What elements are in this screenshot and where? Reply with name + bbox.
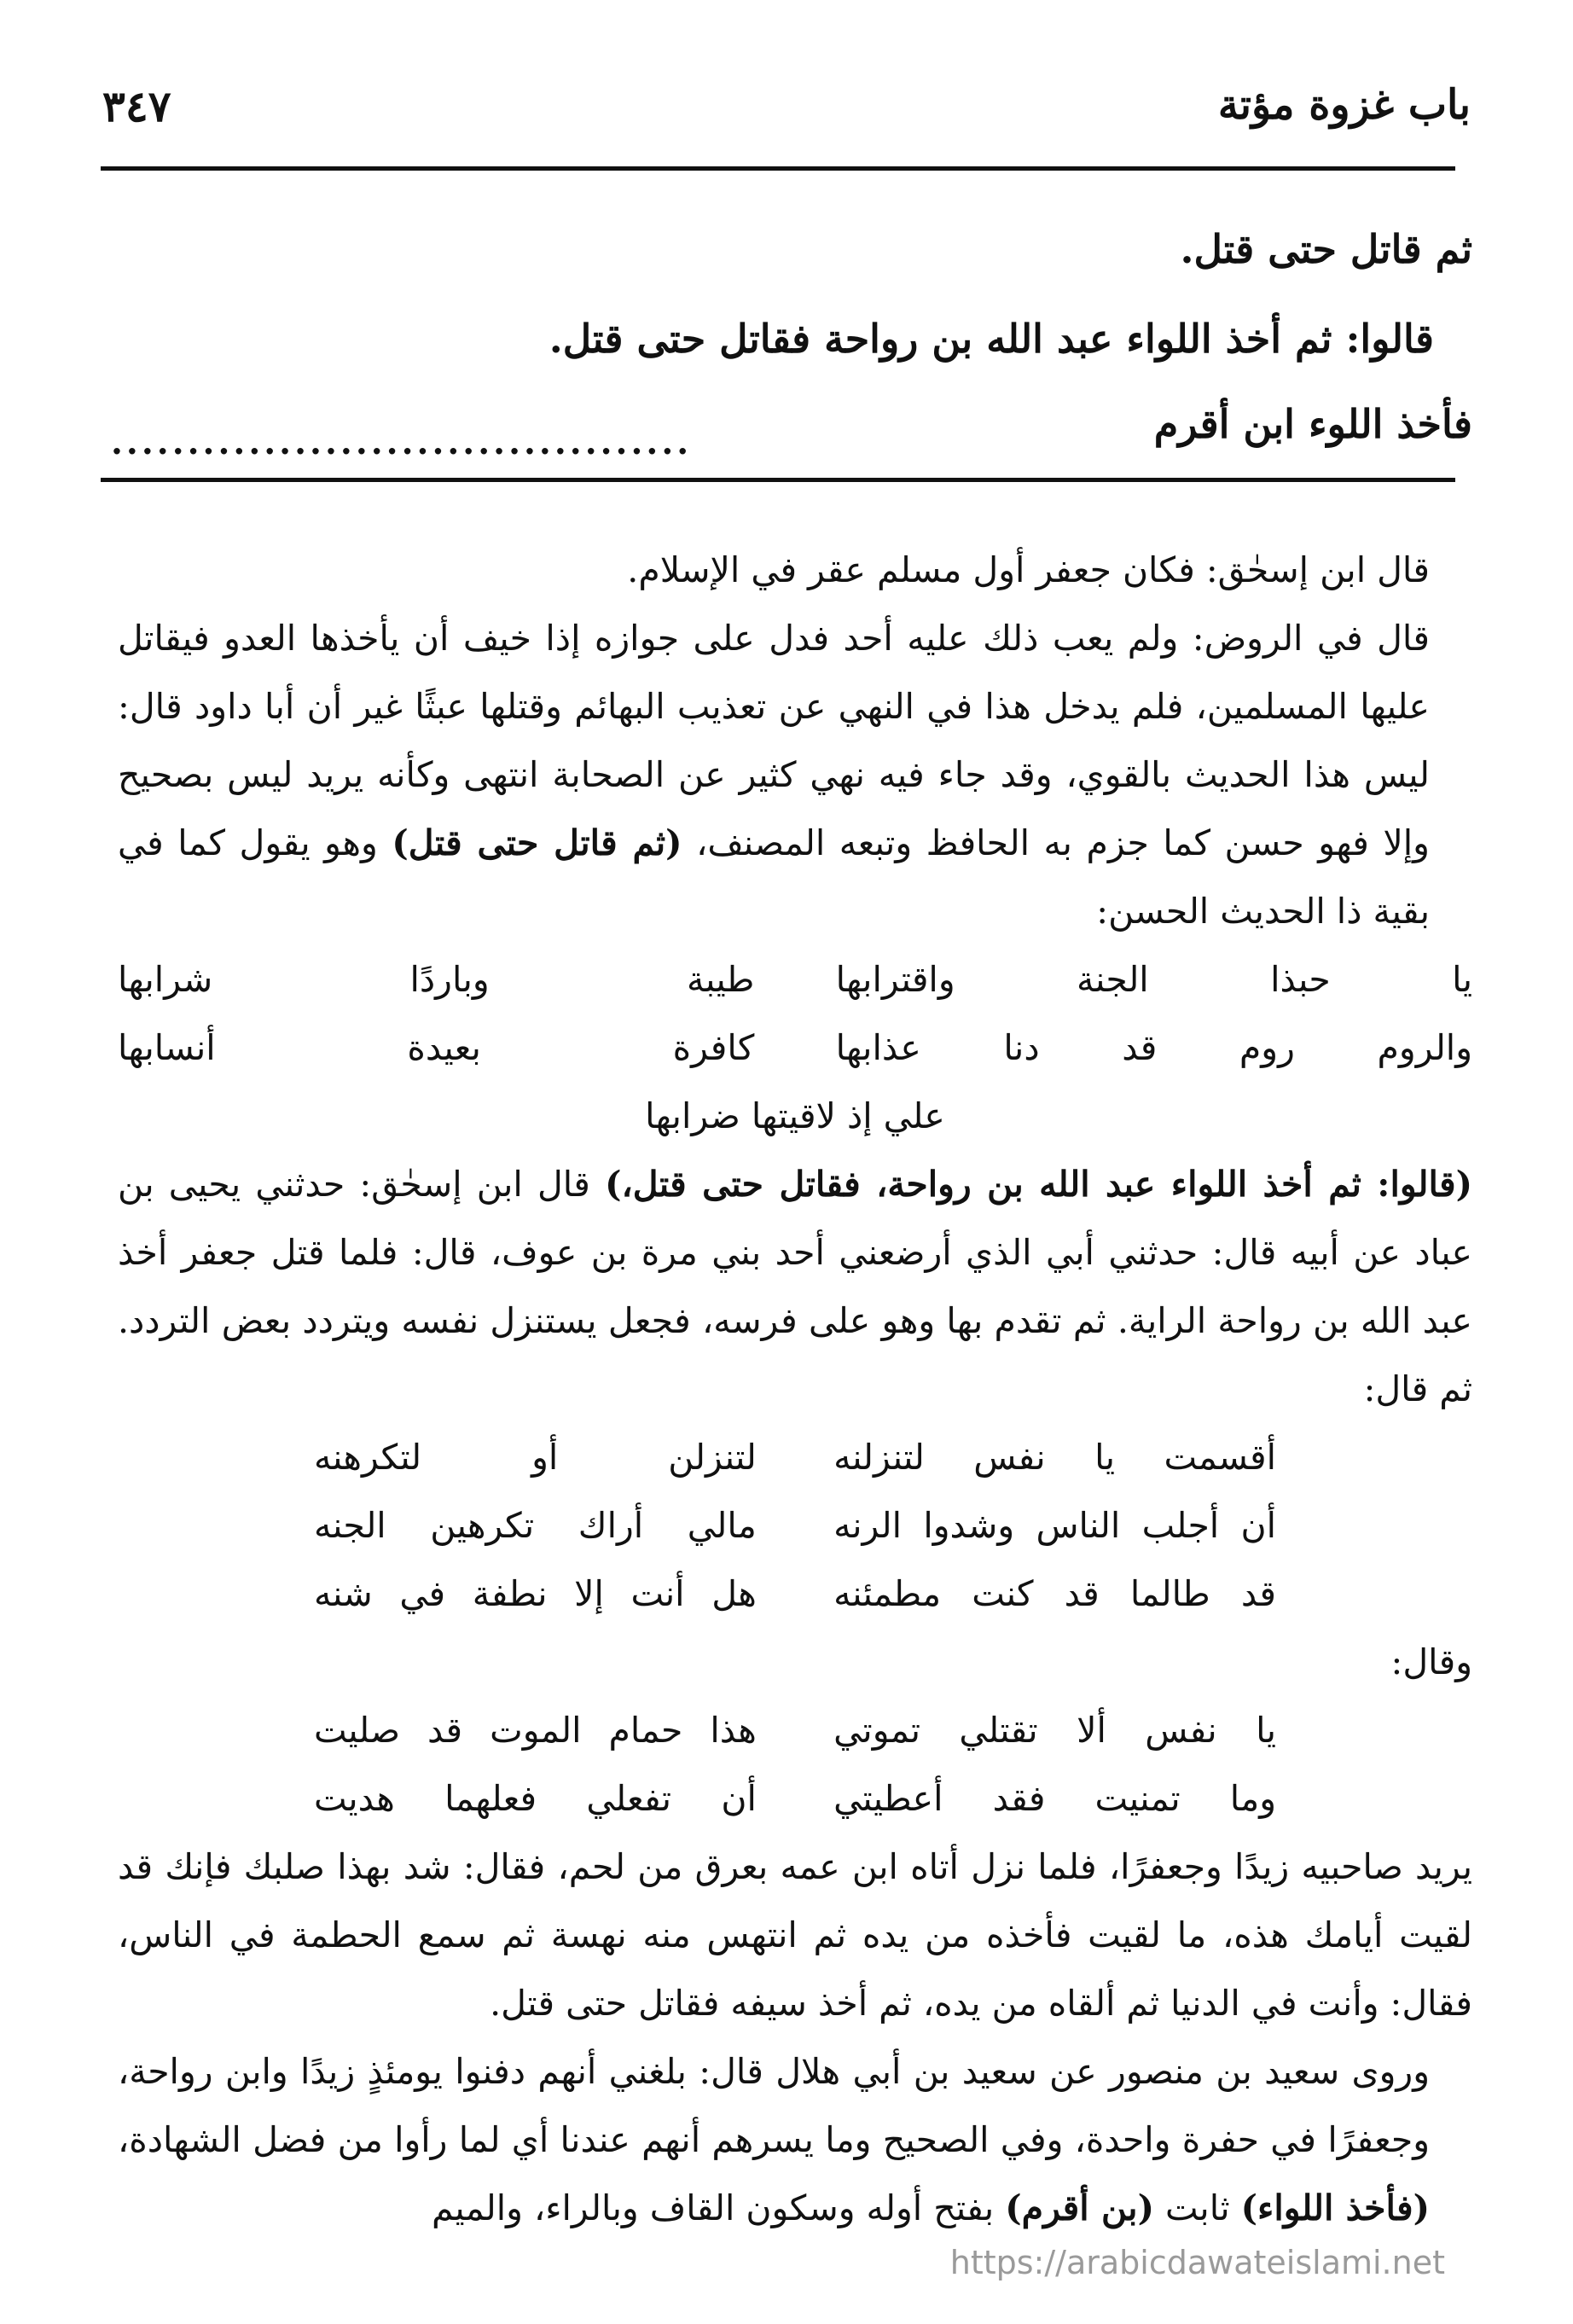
matn-line-2: قالوا: ثم أخذ اللواء عبد الله بن رواحة فقاتل حتى قتل. (549, 316, 1434, 362)
matn-line-3: فأخذ اللوء ابن أقرم (1153, 401, 1472, 447)
verse-first-hemistich: يا نفس ألا تقتلي تموتي (833, 1710, 1276, 1751)
paragraph-1: قال ابن إسحٰق: فكان جعفر أول مسلم عقر في الإسلام. (627, 549, 1430, 590)
verse-second-hemistich: طيبة وباردًا شرابها (118, 959, 755, 1000)
verse-second-hemistich: هذا حمام الموت قد صليت (314, 1710, 757, 1751)
matn-line-1: ثم قاتل حتى قتل. (1180, 226, 1472, 272)
paragraph-5-end: بفتح أوله وسكون القاف وبالراء، والميم (431, 2187, 995, 2228)
header-rule (101, 166, 1455, 171)
verse-second-hemistich: هل أنت إلا نطفة في شنه (314, 1573, 757, 1614)
paragraph-4: يريد صاحبيه زيدًا وجعفرًا، فلما نزل أتاه ابن عمه بعرق من لحم، فقال: شد بهذا صلبك فإنك قد لقيت أيامك هذه، ما لقيت فأخذه من يده ثم انتهس منه نهسة ثم سمع الحطمة في الناس، فقال: وأنت في الدنيا ثم ألقاه من يده، ثم أخذ سيفه فقاتل حتى قتل. (118, 1846, 1472, 2024)
verse-first-hemistich: أن أجلب الناس وشدوا الرنه (833, 1505, 1276, 1546)
poem-2-verse (118, 1423, 1472, 1491)
poem-3-intro: وقال: (1390, 1641, 1472, 1682)
matn-ellipsis: ...................................... (111, 422, 693, 462)
verse-second-hemistich: لتنزلن أو لتكرهنه (314, 1437, 757, 1478)
commentary (118, 536, 1472, 2242)
paragraph-5-text: وروى سعيد بن منصور عن سعيد بن أبي هلال قال: بلغني أنهم دفنوا يومئذٍ زيدًا وابن رواحة، وجعفرًا في حفرة واحدة، وفي الصحيح وما يسرهم أنهم عندنا أي لما رأوا من فضل الشهادة، (118, 2051, 1430, 2160)
poem-1-verse (118, 945, 1472, 1014)
paragraph-3 (118, 1150, 1472, 1423)
poem-1-verse (118, 1014, 1472, 1082)
paragraph-5-mid: ثابت (1165, 2187, 1230, 2228)
quoted-matn: (قالوا: ثم أخذ اللواء عبد الله بن رواحة، فقاتل حتى قتل،) (605, 1164, 1472, 1205)
verse-second-hemistich: مالي أراك تكرهين الجنه (314, 1505, 757, 1546)
verse-second-hemistich: كافرة بعيدة أنسابها (118, 1027, 755, 1068)
quoted-matn: (فأخذ اللواء) (1240, 2187, 1430, 2228)
paragraph-2-end: وهو يقول كما في بقية ذا الحديث الحسن: (118, 822, 1430, 932)
verse-first-hemistich: والروم روم قد دنا عذابها (835, 1027, 1472, 1068)
poem-2-verse (118, 1560, 1472, 1628)
paragraph-2 (118, 604, 1472, 945)
paragraph-2-text: قال في الروض: ولم يعب ذلك عليه أحد فدل على جوازه إذا خيف أن يأخذها العدو فيقاتل عليها المسلمين، فلم يدخل هذا في النهي عن تعذيب البهائم وقتلها عبثًا غير أن أبا داود قال: ليس هذا الحديث بالقوي، وقد جاء فيه نهي كثير عن الصحابة انتهى وكأنه يريد ليس بصحيح وإلا فهو حسن كما جزم به الحافظ وتبعه المصنف، (118, 618, 1430, 863)
verse-first-hemistich: يا حبذا الجنة واقترابها (835, 959, 1472, 1000)
paragraph-5 (118, 2037, 1472, 2242)
poem-1-verse (118, 1082, 1472, 1150)
poem-3-verse (118, 1764, 1472, 1833)
verse-single-hemistich: علي إذ لاقيتها ضرابها (645, 1095, 945, 1136)
watermark-url: https://arabicdawateislami.net (949, 2244, 1445, 2281)
paragraph-3-text: قال ابن إسحٰق: حدثني يحيى بن عباد عن أبيه قال: حدثني أبي الذي أرضعني أحد بني مرة بن عوف، قال: فلما قتل جعفر أخذ عبد الله بن رواحة الراية. ثم تقدم بها وهو على فرسه، فجعل يستنزل نفسه ويتردد بعض التردد. ثم قال: (118, 1164, 1472, 1409)
quoted-matn: (ثم قاتل حتى قتل) (392, 822, 682, 863)
poem-3 (118, 1696, 1472, 1833)
verse-second-hemistich: أن تفعلي فعلهما هديت (314, 1778, 757, 1819)
poem-2 (118, 1423, 1472, 1628)
page-number: ٣٤٧ (102, 81, 171, 131)
poem-1 (118, 945, 1472, 1150)
verse-first-hemistich: قد طالما قد كنت مطمئنه (833, 1573, 1276, 1614)
section-rule (101, 478, 1455, 482)
verse-first-hemistich: وما تمنيت فقد أعطيتي (833, 1778, 1276, 1819)
poem-3-verse (118, 1696, 1472, 1764)
chapter-title: باب غزوة مؤتة (1217, 81, 1471, 129)
verse-first-hemistich: أقسمت يا نفس لتنزلنه (833, 1437, 1276, 1478)
quoted-matn: (بن أقرم) (1005, 2187, 1154, 2228)
poem-2-verse (118, 1491, 1472, 1560)
